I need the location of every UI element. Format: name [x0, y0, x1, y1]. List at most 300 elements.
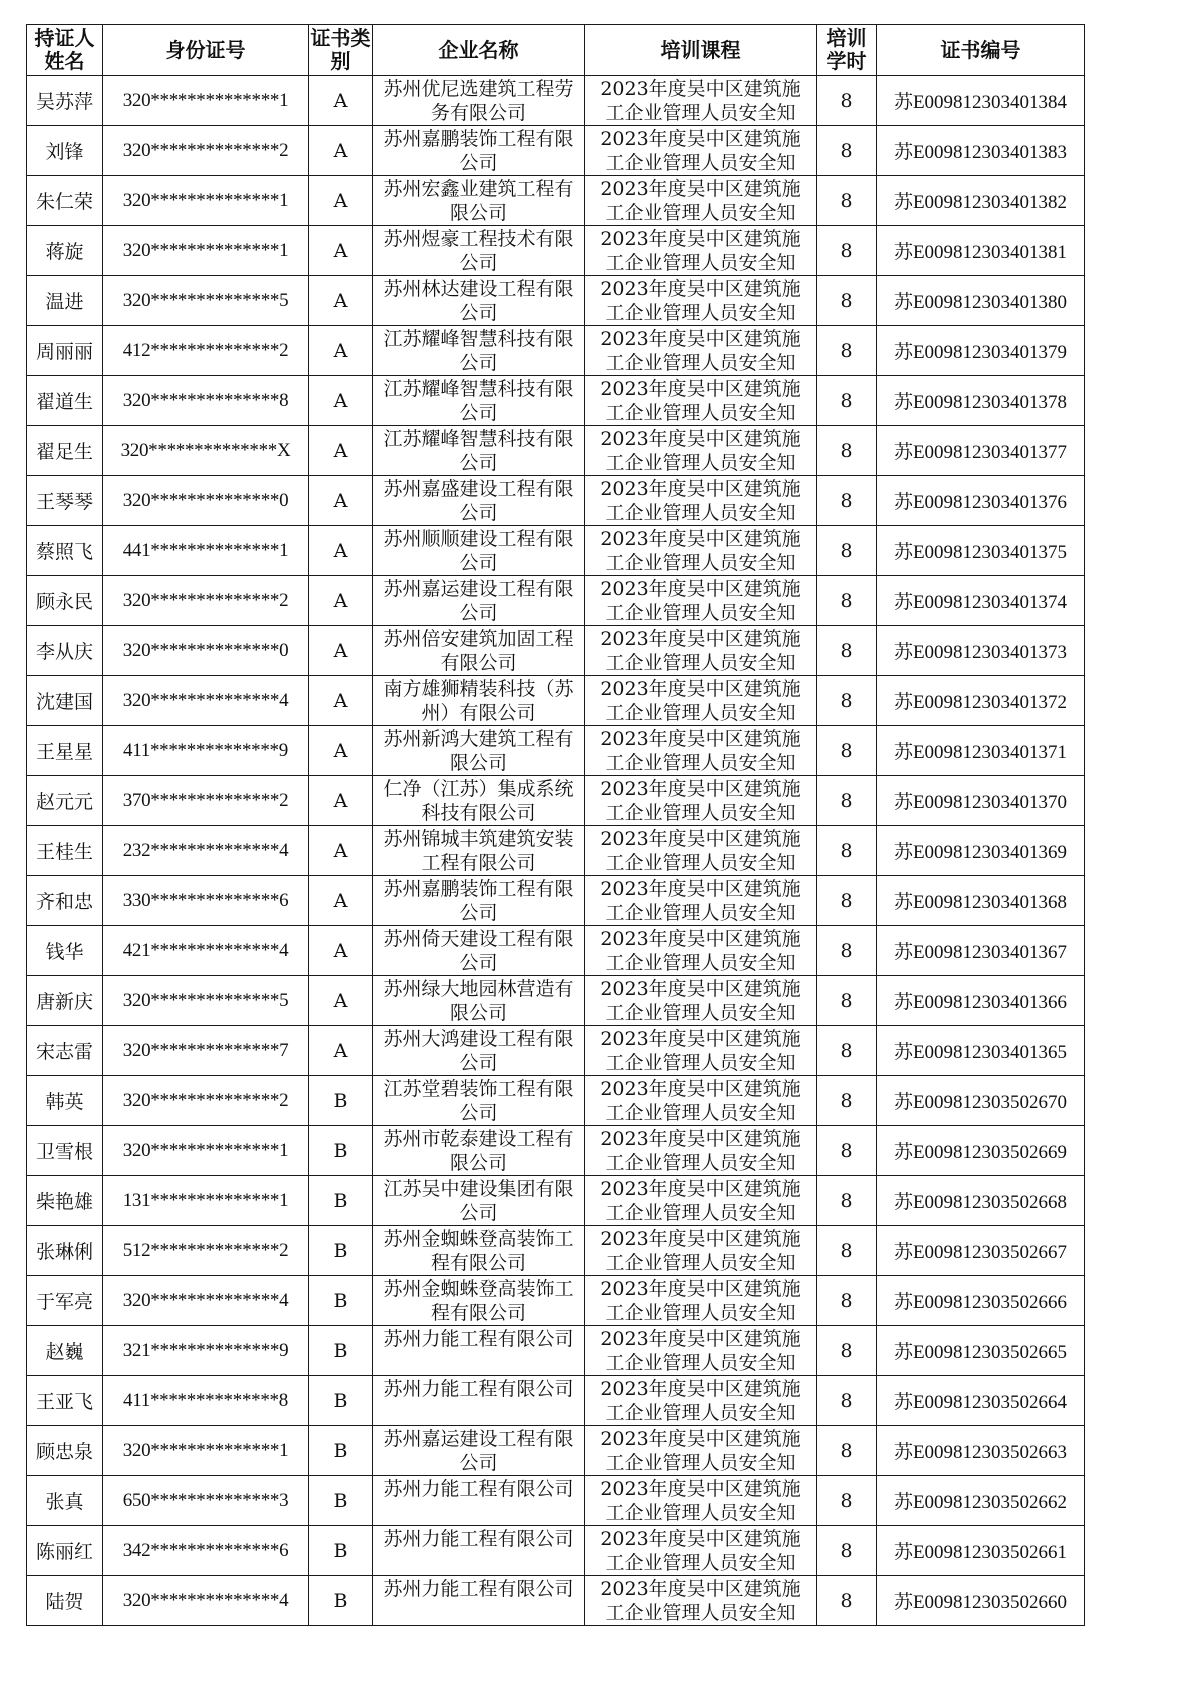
hours-cell: 8: [817, 1176, 877, 1226]
cert-number-cell: 苏E009812303502665: [877, 1326, 1085, 1376]
table-row: [27, 226, 1085, 276]
cert-number-cell: 苏E009812303401369: [877, 826, 1085, 876]
company-cell-wrap: [373, 177, 584, 224]
company-cell-wrap: [373, 77, 584, 124]
holder-name-cell: 唐新庆: [27, 976, 103, 1026]
table-row: [27, 476, 1085, 526]
cert-type-cell: B: [309, 1526, 373, 1576]
course-cell: [585, 476, 817, 526]
cert-type-cell: B: [309, 1576, 373, 1626]
id-number-cell: 411**************8: [103, 1376, 309, 1426]
hours-cell: 8: [817, 676, 877, 726]
course-cell: [585, 426, 817, 476]
id-number-cell: 411**************9: [103, 726, 309, 776]
cert-type-cell: A: [309, 1026, 373, 1076]
table-row: [27, 626, 1085, 676]
cert-type-cell: B: [309, 1076, 373, 1126]
holder-name-cell: 顾忠泉: [27, 1426, 103, 1476]
table-row: [27, 376, 1085, 426]
hours-cell: 8: [817, 1026, 877, 1076]
course-cell: [585, 1376, 817, 1426]
company-cell-wrap: [373, 1527, 584, 1574]
table-row: [27, 1576, 1085, 1626]
id-number-cell: 320**************2: [103, 126, 309, 176]
course-cell: [585, 1126, 817, 1176]
cert-type-cell: A: [309, 476, 373, 526]
cert-number-cell: 苏E009812303401372: [877, 676, 1085, 726]
company-cell-text: 苏州倚天建设工程有限公司: [383, 928, 574, 974]
company-cell: [373, 276, 585, 326]
company-cell-wrap: [373, 777, 584, 824]
course-cell: [585, 876, 817, 926]
course-cell-wrap: [585, 227, 816, 274]
company-cell-wrap: [373, 727, 584, 774]
company-cell-text: 苏州嘉鹏装饰工程有限公司: [383, 878, 574, 924]
id-number-cell: 330**************6: [103, 876, 309, 926]
company-cell: [373, 576, 585, 626]
course-cell-wrap: [585, 1327, 816, 1374]
hours-cell: 8: [817, 976, 877, 1026]
company-cell-wrap: [373, 1327, 584, 1374]
id-number-cell: 412**************2: [103, 326, 309, 376]
holder-name-cell: 翟道生: [27, 376, 103, 426]
hours-cell: 8: [817, 376, 877, 426]
company-cell-text: 苏州林达建设工程有限公司: [383, 278, 574, 324]
company-cell-wrap: [373, 927, 584, 974]
table-row: [27, 1276, 1085, 1326]
cert-type-cell: A: [309, 976, 373, 1026]
course-cell-text: 2023年度吴中区建筑施工企业管理人员安全知: [600, 128, 801, 174]
cert-type-cell: A: [309, 276, 373, 326]
cert-type-cell: B: [309, 1226, 373, 1276]
company-cell-text: 江苏耀峰智慧科技有限公司: [383, 428, 574, 474]
cert-number-cell: 苏E009812303401379: [877, 326, 1085, 376]
company-cell-text: 苏州市乾泰建设工程有限公司: [383, 1128, 574, 1174]
id-number-cell: 320**************0: [103, 626, 309, 676]
cert-type-cell: A: [309, 676, 373, 726]
course-cell: [585, 326, 817, 376]
course-cell: [585, 1226, 817, 1276]
cert-number-cell: 苏E009812303401367: [877, 926, 1085, 976]
course-cell-wrap: [585, 1077, 816, 1124]
cert-number-cell: 苏E009812303502668: [877, 1176, 1085, 1226]
hours-cell: 8: [817, 526, 877, 576]
header-cert-number: 证书编号: [877, 25, 1085, 76]
course-cell: [585, 226, 817, 276]
company-cell: [373, 976, 585, 1026]
cert-type-cell: B: [309, 1176, 373, 1226]
cert-type-cell: A: [309, 776, 373, 826]
course-cell-text: 2023年度吴中区建筑施工企业管理人员安全知: [600, 228, 801, 274]
course-cell: [585, 1276, 817, 1326]
company-cell-wrap: [373, 127, 584, 174]
header-course: 培训课程: [585, 25, 817, 76]
holder-name-cell: 宋志雷: [27, 1026, 103, 1076]
holder-name-cell: 于军亮: [27, 1276, 103, 1326]
course-cell-text: 2023年度吴中区建筑施工企业管理人员安全知: [600, 828, 801, 874]
course-cell-text: 2023年度吴中区建筑施工企业管理人员安全知: [600, 778, 801, 824]
hours-cell: 8: [817, 1476, 877, 1526]
company-cell-text: 江苏堂碧装饰工程有限公司: [383, 1078, 574, 1124]
course-cell-text: 2023年度吴中区建筑施工企业管理人员安全知: [600, 628, 801, 674]
cert-number-cell: 苏E009812303502660: [877, 1576, 1085, 1626]
company-cell: [373, 426, 585, 476]
id-number-cell: 320**************1: [103, 76, 309, 126]
table-row: [27, 426, 1085, 476]
course-cell-text: 2023年度吴中区建筑施工企业管理人员安全知: [600, 1278, 801, 1324]
table-row: [27, 976, 1085, 1026]
course-cell: [585, 1426, 817, 1476]
course-cell: [585, 376, 817, 426]
cert-number-cell: 苏E009812303401378: [877, 376, 1085, 426]
table-row: [27, 326, 1085, 376]
cert-type-cell: A: [309, 126, 373, 176]
course-cell: [585, 1076, 817, 1126]
course-cell-text: 2023年度吴中区建筑施工企业管理人员安全知: [600, 278, 801, 324]
company-cell-wrap: [373, 1127, 584, 1174]
holder-name-cell: 钱华: [27, 926, 103, 976]
company-cell-wrap: [373, 877, 584, 924]
company-cell: [373, 376, 585, 426]
table-row: [27, 276, 1085, 326]
id-number-cell: 232**************4: [103, 826, 309, 876]
company-cell: [373, 226, 585, 276]
cert-type-cell: A: [309, 76, 373, 126]
course-cell-text: 2023年度吴中区建筑施工企业管理人员安全知: [600, 478, 801, 524]
company-cell: [373, 1126, 585, 1176]
hours-cell: 8: [817, 1376, 877, 1426]
company-cell-text: 苏州优尼选建筑工程劳务有限公司: [383, 78, 574, 124]
company-cell-wrap: [373, 477, 584, 524]
course-cell-wrap: [585, 427, 816, 474]
course-cell: [585, 826, 817, 876]
hours-cell: 8: [817, 1276, 877, 1326]
hours-cell: 8: [817, 1426, 877, 1476]
course-cell: [585, 526, 817, 576]
company-cell-text: 苏州金蜘蛛登高装饰工程有限公司: [383, 1278, 574, 1324]
cert-number-cell: 苏E009812303401381: [877, 226, 1085, 276]
id-number-cell: 320**************8: [103, 376, 309, 426]
hours-cell: 8: [817, 826, 877, 876]
holder-name-cell: 周丽丽: [27, 326, 103, 376]
cert-number-cell: 苏E009812303401374: [877, 576, 1085, 626]
course-cell: [585, 626, 817, 676]
course-cell: [585, 76, 817, 126]
company-cell: [373, 326, 585, 376]
hours-cell: 8: [817, 126, 877, 176]
table-row: [27, 776, 1085, 826]
company-cell: [373, 526, 585, 576]
company-cell: [373, 926, 585, 976]
cert-type-cell: A: [309, 726, 373, 776]
course-cell-text: 2023年度吴中区建筑施工企业管理人员安全知: [600, 578, 801, 624]
id-number-cell: 421**************4: [103, 926, 309, 976]
hours-cell: 8: [817, 776, 877, 826]
cert-number-cell: 苏E009812303401371: [877, 726, 1085, 776]
table-row: [27, 1376, 1085, 1426]
company-cell: [373, 76, 585, 126]
id-number-cell: 320**************1: [103, 1426, 309, 1476]
holder-name-cell: 王星星: [27, 726, 103, 776]
certificate-table: [26, 24, 1085, 1626]
company-cell-text: 苏州宏鑫业建筑工程有限公司: [383, 178, 574, 224]
holder-name-cell: 蔡照飞: [27, 526, 103, 576]
company-cell-text: 苏州新鸿大建筑工程有限公司: [383, 728, 574, 774]
hours-cell: 8: [817, 576, 877, 626]
course-cell-wrap: [585, 527, 816, 574]
company-cell: [373, 1526, 585, 1576]
hours-cell: 8: [817, 476, 877, 526]
course-cell-wrap: [585, 1127, 816, 1174]
table-row: [27, 1026, 1085, 1076]
id-number-cell: 320**************1: [103, 226, 309, 276]
course-cell-wrap: [585, 727, 816, 774]
cert-type-cell: A: [309, 626, 373, 676]
company-cell-wrap: [373, 977, 584, 1024]
table-row: [27, 1326, 1085, 1376]
course-cell-wrap: [585, 827, 816, 874]
hours-cell: 8: [817, 1576, 877, 1626]
table-row: [27, 76, 1085, 126]
cert-number-cell: 苏E009812303401370: [877, 776, 1085, 826]
course-cell-text: 2023年度吴中区建筑施工企业管理人员安全知: [600, 1128, 801, 1174]
course-cell-wrap: [585, 1227, 816, 1274]
cert-number-cell: 苏E009812303502666: [877, 1276, 1085, 1326]
table-row: [27, 726, 1085, 776]
hours-cell: 8: [817, 426, 877, 476]
company-cell-text: 苏州倍安建筑加固工程有限公司: [383, 628, 574, 674]
table-row: [27, 1076, 1085, 1126]
hours-cell: 8: [817, 926, 877, 976]
table-row: [27, 1426, 1085, 1476]
cert-type-cell: A: [309, 926, 373, 976]
course-cell-wrap: [585, 977, 816, 1024]
company-cell-text: 苏州力能工程有限公司: [383, 1578, 574, 1600]
id-number-cell: 320**************2: [103, 576, 309, 626]
hours-cell: 8: [817, 626, 877, 676]
holder-name-cell: 韩英: [27, 1076, 103, 1126]
course-cell-wrap: [585, 377, 816, 424]
course-cell-wrap: [585, 877, 816, 924]
table-row: [27, 826, 1085, 876]
course-cell-text: 2023年度吴中区建筑施工企业管理人员安全知: [600, 978, 801, 1024]
company-cell: [373, 476, 585, 526]
course-cell: [585, 1176, 817, 1226]
course-cell-wrap: [585, 627, 816, 674]
cert-number-cell: 苏E009812303401377: [877, 426, 1085, 476]
cert-number-cell: 苏E009812303502664: [877, 1376, 1085, 1426]
company-cell-text: 苏州嘉鹏装饰工程有限公司: [383, 128, 574, 174]
course-cell-text: 2023年度吴中区建筑施工企业管理人员安全知: [600, 678, 801, 724]
company-cell: [373, 126, 585, 176]
company-cell-wrap: [373, 1077, 584, 1124]
company-cell-text: 苏州力能工程有限公司: [383, 1528, 574, 1550]
course-cell: [585, 976, 817, 1026]
course-cell-text: 2023年度吴中区建筑施工企业管理人员安全知: [600, 1228, 801, 1274]
company-cell: [373, 776, 585, 826]
cert-type-cell: A: [309, 876, 373, 926]
holder-name-cell: 刘锋: [27, 126, 103, 176]
cert-number-cell: 苏E009812303502667: [877, 1226, 1085, 1276]
table-row: [27, 526, 1085, 576]
course-cell: [585, 126, 817, 176]
course-cell-wrap: [585, 327, 816, 374]
course-cell: [585, 1026, 817, 1076]
company-cell-wrap: [373, 677, 584, 724]
course-cell-wrap: [585, 1277, 816, 1324]
company-cell-text: 江苏耀峰智慧科技有限公司: [383, 378, 574, 424]
company-cell-text: 苏州嘉运建设工程有限公司: [383, 578, 574, 624]
cert-number-cell: 苏E009812303502669: [877, 1126, 1085, 1176]
cert-number-cell: 苏E009812303401380: [877, 276, 1085, 326]
course-cell-wrap: [585, 777, 816, 824]
company-cell-text: 苏州煜豪工程技术有限公司: [383, 228, 574, 274]
course-cell: [585, 1576, 817, 1626]
hours-cell: 8: [817, 176, 877, 226]
course-cell: [585, 676, 817, 726]
holder-name-cell: 蒋旋: [27, 226, 103, 276]
company-cell-wrap: [373, 277, 584, 324]
company-cell-wrap: [373, 1027, 584, 1074]
cert-number-cell: 苏E009812303401373: [877, 626, 1085, 676]
course-cell-wrap: [585, 1477, 816, 1524]
holder-name-cell: 温进: [27, 276, 103, 326]
company-cell: [373, 1376, 585, 1426]
cert-type-cell: A: [309, 526, 373, 576]
company-cell-text: 苏州绿大地园林营造有限公司: [383, 978, 574, 1024]
course-cell: [585, 1526, 817, 1576]
holder-name-cell: 李从庆: [27, 626, 103, 676]
cert-type-cell: B: [309, 1376, 373, 1426]
id-number-cell: 441**************1: [103, 526, 309, 576]
company-cell-text: 苏州力能工程有限公司: [383, 1378, 574, 1400]
cert-type-cell: A: [309, 226, 373, 276]
cert-number-cell: 苏E009812303502662: [877, 1476, 1085, 1526]
cert-type-cell: B: [309, 1476, 373, 1526]
company-cell-wrap: [373, 1277, 584, 1324]
table-row: [27, 1226, 1085, 1276]
cert-number-cell: 苏E009812303401382: [877, 176, 1085, 226]
company-cell-wrap: [373, 427, 584, 474]
cert-type-cell: A: [309, 376, 373, 426]
id-number-cell: 650**************3: [103, 1476, 309, 1526]
hours-cell: 8: [817, 76, 877, 126]
company-cell-text: 苏州嘉运建设工程有限公司: [383, 1428, 574, 1474]
table-header: [27, 25, 1085, 76]
cert-type-cell: B: [309, 1426, 373, 1476]
company-cell: [373, 1026, 585, 1076]
course-cell-wrap: [585, 277, 816, 324]
course-cell-text: 2023年度吴中区建筑施工企业管理人员安全知: [600, 328, 801, 374]
cert-number-cell: 苏E009812303401368: [877, 876, 1085, 926]
cert-number-cell: 苏E009812303401366: [877, 976, 1085, 1026]
id-number-cell: 320**************5: [103, 276, 309, 326]
company-cell-wrap: [373, 577, 584, 624]
company-cell: [373, 1426, 585, 1476]
course-cell-text: 2023年度吴中区建筑施工企业管理人员安全知: [600, 378, 801, 424]
company-cell-wrap: [373, 1577, 584, 1624]
table-row: [27, 926, 1085, 976]
hours-cell: 8: [817, 1126, 877, 1176]
course-cell-text: 2023年度吴中区建筑施工企业管理人员安全知: [600, 1578, 801, 1624]
table-row: [27, 676, 1085, 726]
holder-name-cell: 沈建国: [27, 676, 103, 726]
id-number-cell: 320**************1: [103, 176, 309, 226]
cert-type-cell: A: [309, 426, 373, 476]
course-cell-wrap: [585, 1177, 816, 1224]
id-number-cell: 320**************7: [103, 1026, 309, 1076]
company-cell: [373, 726, 585, 776]
company-cell: [373, 1576, 585, 1626]
course-cell: [585, 176, 817, 226]
hours-cell: 8: [817, 1226, 877, 1276]
header-id-number: 身份证号: [103, 25, 309, 76]
id-number-cell: 320**************4: [103, 1276, 309, 1326]
cert-number-cell: 苏E009812303502670: [877, 1076, 1085, 1126]
course-cell: [585, 776, 817, 826]
company-cell: [373, 1076, 585, 1126]
holder-name-cell: 吴苏萍: [27, 76, 103, 126]
holder-name-cell: 柴艳雄: [27, 1176, 103, 1226]
id-number-cell: 320**************4: [103, 1576, 309, 1626]
course-cell-text: 2023年度吴中区建筑施工企业管理人员安全知: [600, 728, 801, 774]
course-cell-text: 2023年度吴中区建筑施工企业管理人员安全知: [600, 928, 801, 974]
cert-number-cell: 苏E009812303401383: [877, 126, 1085, 176]
company-cell: [373, 1226, 585, 1276]
company-cell-text: 南方雄狮精装科技（苏州）有限公司: [383, 678, 574, 724]
id-number-cell: 320**************5: [103, 976, 309, 1026]
course-cell-text: 2023年度吴中区建筑施工企业管理人员安全知: [600, 178, 801, 224]
cert-number-cell: 苏E009812303401376: [877, 476, 1085, 526]
company-cell-wrap: [373, 627, 584, 674]
id-number-cell: 342**************6: [103, 1526, 309, 1576]
table-row: [27, 176, 1085, 226]
hours-cell: 8: [817, 726, 877, 776]
id-number-cell: 320**************1: [103, 1126, 309, 1176]
id-number-cell: 320**************0: [103, 476, 309, 526]
holder-name-cell: 王桂生: [27, 826, 103, 876]
course-cell-wrap: [585, 927, 816, 974]
company-cell-wrap: [373, 1477, 584, 1524]
cert-number-cell: 苏E009812303401365: [877, 1026, 1085, 1076]
company-cell: [373, 626, 585, 676]
table-row: [27, 1526, 1085, 1576]
company-cell: [373, 676, 585, 726]
hours-cell: 8: [817, 226, 877, 276]
course-cell: [585, 276, 817, 326]
course-cell-wrap: [585, 77, 816, 124]
course-cell-text: 2023年度吴中区建筑施工企业管理人员安全知: [600, 528, 801, 574]
company-cell-wrap: [373, 1377, 584, 1424]
header-holder-name: 持证人姓名: [27, 25, 103, 76]
company-cell-text: 苏州金蜘蛛登高装饰工程有限公司: [383, 1228, 574, 1274]
holder-name-cell: 王琴琴: [27, 476, 103, 526]
hours-cell: 8: [817, 1326, 877, 1376]
company-cell: [373, 1176, 585, 1226]
company-cell: [373, 176, 585, 226]
company-cell-wrap: [373, 1227, 584, 1274]
cert-type-cell: A: [309, 826, 373, 876]
company-cell-text: 江苏耀峰智慧科技有限公司: [383, 328, 574, 374]
cert-number-cell: 苏E009812303502661: [877, 1526, 1085, 1576]
company-cell-text: 苏州大鸿建设工程有限公司: [383, 1028, 574, 1074]
table-row: [27, 1126, 1085, 1176]
table-row: [27, 126, 1085, 176]
hours-cell: 8: [817, 876, 877, 926]
id-number-cell: 370**************2: [103, 776, 309, 826]
hours-cell: 8: [817, 326, 877, 376]
course-cell-text: 2023年度吴中区建筑施工企业管理人员安全知: [600, 1478, 801, 1524]
